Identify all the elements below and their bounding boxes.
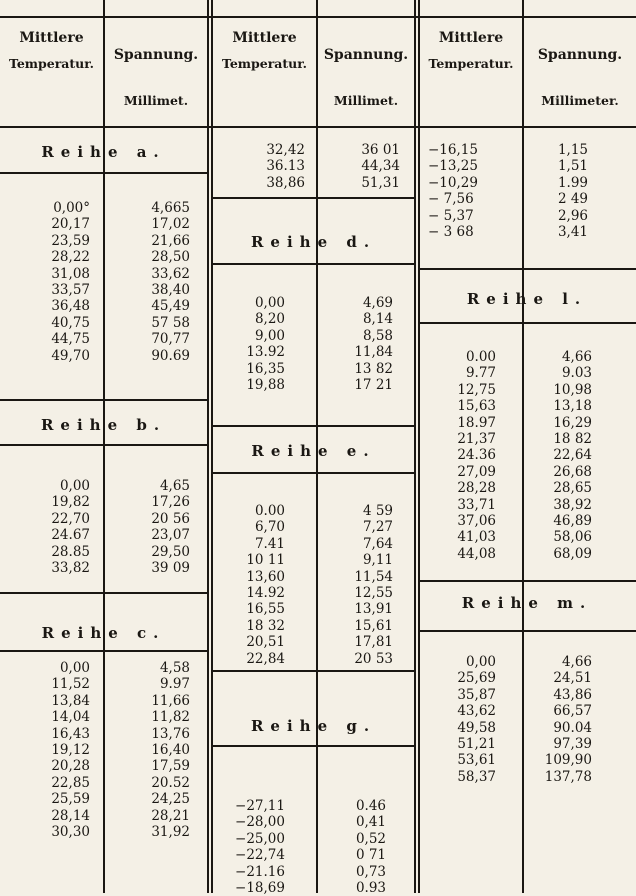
value: 0,00 [465, 654, 496, 670]
value: 38,40 [151, 281, 190, 298]
header-mittlere: Mittlere [232, 30, 297, 46]
value: 30,30 [51, 823, 90, 840]
value: −28,00 [235, 814, 285, 831]
value: 27,09 [457, 463, 496, 480]
value: −16,15 [428, 142, 478, 158]
value: 17,81 [354, 634, 393, 651]
value: 41,03 [457, 529, 496, 546]
value: 20,28 [51, 758, 90, 775]
header-temperatur: Temperatur. [221, 56, 308, 71]
value: 13,91 [354, 601, 393, 618]
value: 9,00 [254, 327, 285, 344]
value: 7.41 [254, 535, 285, 552]
reihe-a-label: Reihe a. [41, 143, 166, 161]
header-temperatur: Temperatur. [8, 56, 95, 71]
value: 109,90 [544, 752, 592, 769]
section-rule [418, 322, 636, 324]
value: 21,37 [457, 430, 496, 447]
value: 6,70 [254, 519, 285, 536]
value: 1,15 [557, 142, 588, 158]
value: 21,66 [151, 232, 190, 249]
value: 13,76 [151, 725, 190, 742]
section-rule [211, 472, 416, 474]
reihe-m-span [524, 654, 592, 785]
section-rule [211, 670, 416, 672]
value: 14.92 [246, 584, 285, 601]
value: 13.92 [246, 344, 285, 361]
header-spannung: Spannung. [537, 47, 623, 63]
header-bottom-rule [0, 126, 636, 128]
value: 32,42 [266, 142, 305, 158]
value: 25,59 [51, 791, 90, 808]
value: 15,63 [457, 398, 496, 415]
value: 12,55 [354, 584, 393, 601]
value: 11,66 [151, 692, 190, 709]
value: 26,68 [553, 463, 592, 480]
value: 2 49 [557, 191, 588, 208]
header-millimet: Millimet. [123, 93, 189, 108]
reihe-m-label: Reihe m. [461, 594, 593, 612]
value: 36 01 [361, 142, 400, 158]
section-rule [211, 425, 416, 427]
value: 2,96 [557, 207, 588, 224]
value: −27,11 [235, 798, 285, 814]
reihe-c-temp [0, 660, 90, 840]
header-top-rule [0, 16, 636, 18]
value: 90.04 [553, 719, 592, 736]
value: 7,64 [362, 535, 393, 552]
value: 18.97 [457, 414, 496, 431]
reihe-b-span [105, 478, 190, 576]
value: 19,12 [51, 741, 90, 758]
value: 23,59 [51, 232, 90, 249]
section-rule [418, 580, 636, 582]
section-rule [0, 444, 207, 446]
value: 18 32 [246, 617, 285, 634]
value: 45,49 [151, 298, 190, 315]
header-temp-2 [213, 30, 316, 72]
value: 20 53 [354, 650, 393, 667]
section-rule [211, 263, 416, 265]
value: 137,78 [544, 768, 592, 785]
value: −25,00 [235, 830, 285, 847]
value: 17,26 [151, 494, 190, 511]
value: 28,28 [457, 480, 496, 497]
section-rule [0, 592, 207, 594]
value: 4,66 [561, 654, 592, 670]
value: 0.00 [254, 503, 285, 519]
value: 4,665 [151, 200, 190, 216]
value: 24.67 [51, 527, 90, 544]
value: 58,06 [553, 529, 592, 546]
value: 0,00 [59, 478, 90, 494]
value: 16,55 [246, 601, 285, 618]
header-mittlere: Mittlere [19, 30, 84, 46]
value: 23,07 [151, 527, 190, 544]
value: 44,08 [457, 545, 496, 562]
value: 16,29 [553, 414, 592, 431]
reihe-d-label: Reihe d. [250, 233, 377, 251]
value: 53,61 [457, 752, 496, 769]
value: 66,57 [553, 703, 592, 720]
value: 22,64 [553, 447, 592, 464]
reihe-g-span [318, 798, 386, 896]
value: 44,34 [361, 158, 400, 175]
value: −13,25 [428, 158, 478, 175]
value: 11,52 [51, 676, 90, 693]
value: 33,82 [51, 559, 90, 576]
value: 9.77 [465, 365, 496, 382]
column-rule [207, 0, 209, 893]
value: 44,75 [51, 331, 90, 348]
value: 28,65 [553, 480, 592, 497]
value: 51,31 [361, 174, 400, 191]
value: 36,48 [51, 298, 90, 315]
reihe-l-temp [420, 349, 496, 562]
value: 12,75 [457, 381, 496, 398]
reihe-c-cont-span [318, 142, 400, 191]
value: 70,77 [151, 331, 190, 348]
reihe-c-span [105, 660, 190, 840]
section-rule [418, 268, 636, 270]
value: 4 59 [362, 503, 393, 519]
reihe-e-temp [213, 503, 285, 667]
reihe-e-span [318, 503, 393, 667]
section-rule [0, 399, 207, 401]
value: 4,58 [159, 660, 190, 676]
value: 10,98 [553, 381, 592, 398]
value: 13,60 [246, 568, 285, 585]
value: 0,00° [53, 200, 90, 216]
value: −10,29 [428, 174, 478, 191]
value: −18,69 [235, 879, 285, 896]
value: 51,21 [457, 735, 496, 752]
reihe-l-span [524, 349, 592, 562]
value: 49,58 [457, 719, 496, 736]
header-spannung: Spannung. [113, 47, 199, 63]
value: 0,52 [355, 830, 386, 847]
value: 9,11 [362, 552, 393, 569]
section-rule [0, 650, 207, 652]
value: 24,51 [553, 670, 592, 687]
header-span-2 [318, 47, 414, 109]
header-millimeter: Millimeter. [541, 93, 619, 108]
reihe-g-temp [213, 798, 285, 896]
value: 13,84 [51, 692, 90, 709]
value: 22,85 [51, 774, 90, 791]
value: 18 82 [553, 430, 592, 447]
reihe-d-temp [213, 295, 285, 393]
value: 17 21 [354, 376, 393, 393]
header-millimet: Millimet. [333, 93, 399, 108]
value: 38,86 [266, 174, 305, 191]
header-temp-3 [420, 30, 522, 72]
section-rule [211, 745, 416, 747]
value: 38,92 [553, 496, 592, 513]
value: 19,88 [246, 376, 285, 393]
reihe-g-cont-temp [428, 142, 518, 240]
value: 4,65 [159, 478, 190, 494]
section-rule [0, 172, 207, 174]
value: 31,08 [51, 265, 90, 282]
value: 20,51 [246, 634, 285, 651]
value: 13 82 [354, 360, 393, 377]
value: −22,74 [235, 847, 285, 864]
value: 24,25 [151, 791, 190, 808]
value: 15,61 [354, 617, 393, 634]
value: − 3 68 [428, 223, 474, 240]
value: −21.16 [235, 863, 285, 880]
header-mittlere: Mittlere [438, 30, 504, 46]
value: − 5,37 [428, 207, 474, 224]
value: 33,57 [51, 281, 90, 298]
value: 22,84 [246, 650, 285, 667]
value: 1,51 [557, 158, 588, 175]
reihe-l-label: Reihe l. [466, 290, 588, 308]
reihe-m-temp [420, 654, 496, 785]
value: 28,21 [151, 807, 190, 824]
value: 57 58 [151, 314, 190, 331]
value: 20,17 [51, 216, 90, 233]
value: 16,35 [246, 360, 285, 377]
value: 11,82 [151, 709, 190, 726]
value: 9.97 [159, 676, 190, 693]
header-temperatur: Temperatur. [428, 56, 514, 71]
value: 0.00 [465, 349, 496, 365]
value: 7,27 [362, 519, 393, 536]
header-temp-1 [0, 30, 103, 72]
value: 8,14 [362, 311, 393, 328]
value: 28,14 [51, 807, 90, 824]
value: − 7,56 [428, 191, 474, 208]
value: 29,50 [151, 543, 190, 560]
value: 28,50 [151, 249, 190, 266]
value: 13,18 [553, 398, 592, 415]
value: 11,84 [354, 344, 393, 361]
value: 3,41 [557, 223, 588, 240]
value: 0,00 [254, 295, 285, 311]
value: 0,00 [59, 660, 90, 676]
value: 16,43 [51, 725, 90, 742]
value: 4,66 [561, 349, 592, 365]
value: 28.85 [51, 543, 90, 560]
value: 17,59 [151, 758, 190, 775]
section-rule [418, 630, 636, 632]
value: 31,92 [151, 823, 190, 840]
value: 8,58 [362, 327, 393, 344]
value: 33,71 [457, 496, 496, 513]
value: 97,39 [553, 735, 592, 752]
value: 68,09 [553, 545, 592, 562]
header-span-3 [524, 47, 636, 109]
value: 90.69 [151, 347, 190, 364]
value: 43,62 [457, 703, 496, 720]
value: 39 09 [151, 559, 190, 576]
value: 17,02 [151, 216, 190, 233]
reihe-e-label: Reihe e. [251, 442, 376, 460]
value: 36.13 [266, 158, 305, 175]
value: 28,22 [51, 249, 90, 266]
value: 20 56 [151, 510, 190, 527]
value: 46,89 [553, 512, 592, 529]
value: 22,70 [51, 510, 90, 527]
reihe-c-cont-temp [213, 142, 305, 191]
value: 0.46 [355, 798, 386, 814]
reihe-d-span [318, 295, 393, 393]
value: 40,75 [51, 314, 90, 331]
value: 49,70 [51, 347, 90, 364]
value: 10 11 [246, 552, 285, 569]
value: 16,40 [151, 741, 190, 758]
value: 37,06 [457, 512, 496, 529]
reihe-b-temp [0, 478, 90, 576]
reihe-c-label: Reihe c. [41, 624, 166, 642]
value: 14,04 [51, 709, 90, 726]
value: 58,37 [457, 768, 496, 785]
value: 0,73 [355, 863, 386, 880]
value: 0 71 [355, 847, 386, 864]
value: 20.52 [151, 774, 190, 791]
reihe-a-span [105, 200, 190, 364]
section-rule [211, 197, 416, 199]
header-span-1 [105, 47, 207, 109]
value: 11,54 [354, 568, 393, 585]
reihe-b-label: Reihe b. [40, 416, 167, 434]
value: 0.93 [355, 879, 386, 896]
value: 8,20 [254, 311, 285, 328]
value: 19,82 [51, 494, 90, 511]
value: 9.03 [561, 365, 592, 382]
reihe-a-temp [0, 200, 90, 364]
value: 33,62 [151, 265, 190, 282]
reihe-g-cont-span [524, 142, 588, 240]
value: 4,69 [362, 295, 393, 311]
value: 0,41 [355, 814, 386, 831]
reihe-g-label: Reihe g. [250, 717, 377, 735]
value: 43,86 [553, 686, 592, 703]
header-spannung: Spannung. [323, 47, 409, 63]
value: 1.99 [557, 174, 588, 191]
value: 25,69 [457, 670, 496, 687]
value: 35,87 [457, 686, 496, 703]
value: 24.36 [457, 447, 496, 464]
